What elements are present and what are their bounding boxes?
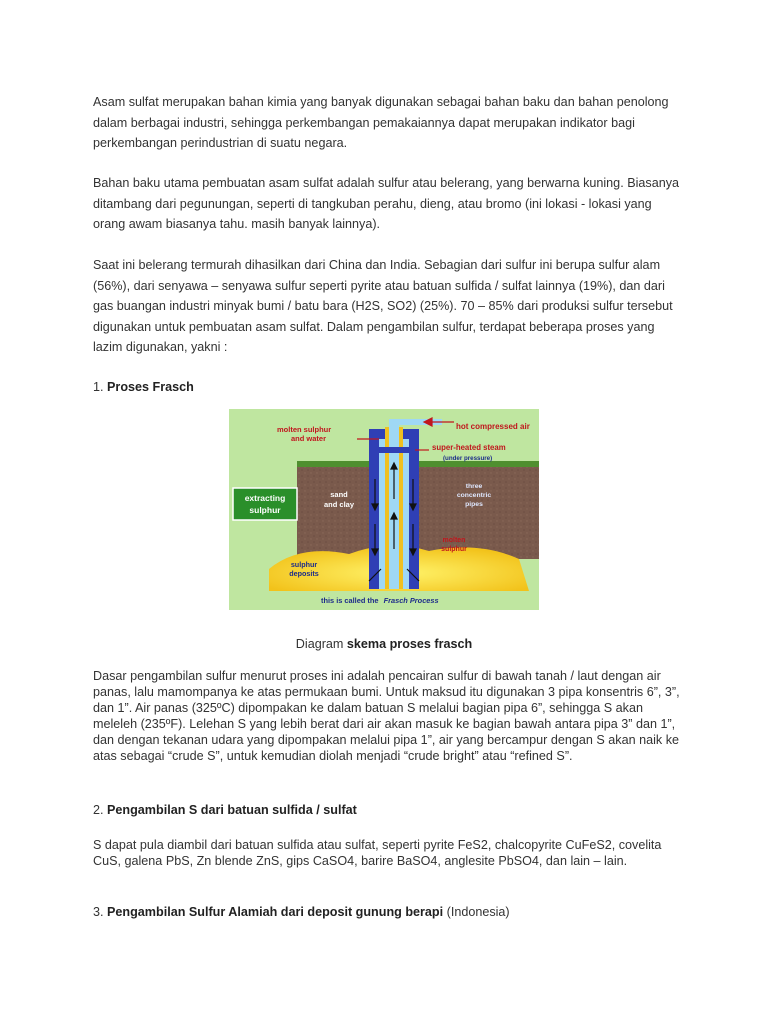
label-steam: super-heated steam bbox=[432, 443, 506, 452]
label-three-3: pipes bbox=[465, 501, 483, 508]
label-deposits-2: deposits bbox=[289, 569, 319, 578]
heading-title: Pengambilan Sulfur Alamiah dari deposit gunung berapi bbox=[107, 905, 444, 919]
label-molten-sulphur-water-2: and water bbox=[291, 434, 327, 443]
frasch-process-diagram bbox=[229, 409, 539, 610]
air-pipe bbox=[389, 419, 399, 589]
footer-prefix: this is called the bbox=[321, 596, 379, 605]
paragraph-intro: Asam sulfat merupakan bahan kimia yang banyak digunakan sebagai bahan baku dan bahan penolong dalam berbagai industri, sehingga perkembangan pemakaiannya dapat merupakan indikator bagi perkembangan perindustrian di suatu negara. bbox=[93, 95, 669, 150]
label-deposits-1: sulphur bbox=[290, 560, 318, 569]
paragraph-raw-material: Bahan baku utama pembuatan asam sulfat adalah sulfur atau belerang, yang berwarna kuning. Biasanya ditambang dari pegunungan, seperti di tangkuban perahu, dieng, atau bromo (ini lokasi - lokasi yang orang awam biasanya tahu. masih banyak lainnya). bbox=[93, 176, 679, 231]
label-footer bbox=[321, 596, 439, 605]
heading-title: Pengambilan S dari batuan sulfida / sulfat bbox=[107, 803, 357, 817]
footer-italic: Frasch Process bbox=[383, 596, 439, 605]
diagram-caption bbox=[0, 636, 768, 652]
label-molten-sulphur-water-1: molten sulphur bbox=[277, 425, 332, 434]
heading-number: 3. bbox=[93, 905, 104, 919]
caption-prefix: Diagram bbox=[295, 637, 344, 651]
heading-deposit-gunung bbox=[93, 903, 510, 921]
heading-title: Proses Frasch bbox=[107, 380, 194, 394]
label-extracting-2: sulphur bbox=[249, 505, 281, 515]
heading-proses-frasch bbox=[93, 378, 194, 396]
label-sand-1: sand bbox=[330, 490, 348, 499]
label-steam-sub: (under pressure) bbox=[443, 455, 493, 462]
label-hot-air: hot compressed air bbox=[456, 422, 530, 431]
paragraph-frasch-explanation: Dasar pengambilan sulfur menurut proses ini adalah pencairan sulfur di bawah tanah / laut dengan air panas, lalu mamompanya ke atas permukaan bumi. Untuk maksud itu digunakan 3 pipa konsentris 6”, 3”, dan 1”. Air panas (325ºC) dipompakan ke dalam batuan S melalui bagian pipa 6”, sehingga S akan meleleh (235ºF). Lelehan S yang lebih berat dari air akan masuk ke bagian bawah antara pipa 3” dan 1”, dan dengan tekanan udara yang dipompakan melalui pipa 1”, air yang bercampur dengan S akan naik ke atas sebagai “crude S”, untuk kemudian diolah menjadi “crude bright” atau “refined S”. bbox=[93, 669, 680, 763]
heading-number: 1. bbox=[93, 380, 104, 394]
heading-number: 2. bbox=[93, 803, 104, 817]
heading-suffix: (Indonesia) bbox=[446, 905, 510, 919]
label-molten-2: sulphur bbox=[441, 546, 467, 553]
label-extracting-1: extracting bbox=[244, 493, 286, 503]
heading-sulfida-sulfat bbox=[93, 801, 357, 819]
steam-inlet bbox=[369, 447, 409, 453]
label-sand-2: and clay bbox=[323, 500, 355, 509]
paragraph-sulfida-sources: S dapat pula diambil dari batuan sulfida atau sulfat, seperti pyrite FeS2, chalcopyrite CuFeS2, covelita CuS, galena PbS, Zn blende ZnS, gips CaSO4, barire BaSO4, anglesite PbSO4, dan lain – lain. bbox=[93, 838, 662, 868]
label-three-2: concentric bbox=[456, 492, 492, 499]
label-three-1: three bbox=[465, 483, 483, 490]
label-molten-1: molten bbox=[442, 537, 466, 544]
caption-bold: skema proses frasch bbox=[346, 637, 473, 651]
paragraph-sources: Saat ini belerang termurah dihasilkan dari China dan India. Sebagian dari sulfur ini berupa sulfur alam (56%), dari senyawa – senyawa sulfur seperti pyrite atau batuan sulfida / sulfat lainnya (19%), dan dari gas buangan industri minyak bumi / batu bara (H2S, SO2) (25%). 70 – 85% dari produksi sulfur tersebut digunakan untuk pembuatan asam sulfat. Dalam pengambilan sulfur, terdapat beberapa proses yang lazim digunakan, yakni : bbox=[93, 258, 673, 354]
